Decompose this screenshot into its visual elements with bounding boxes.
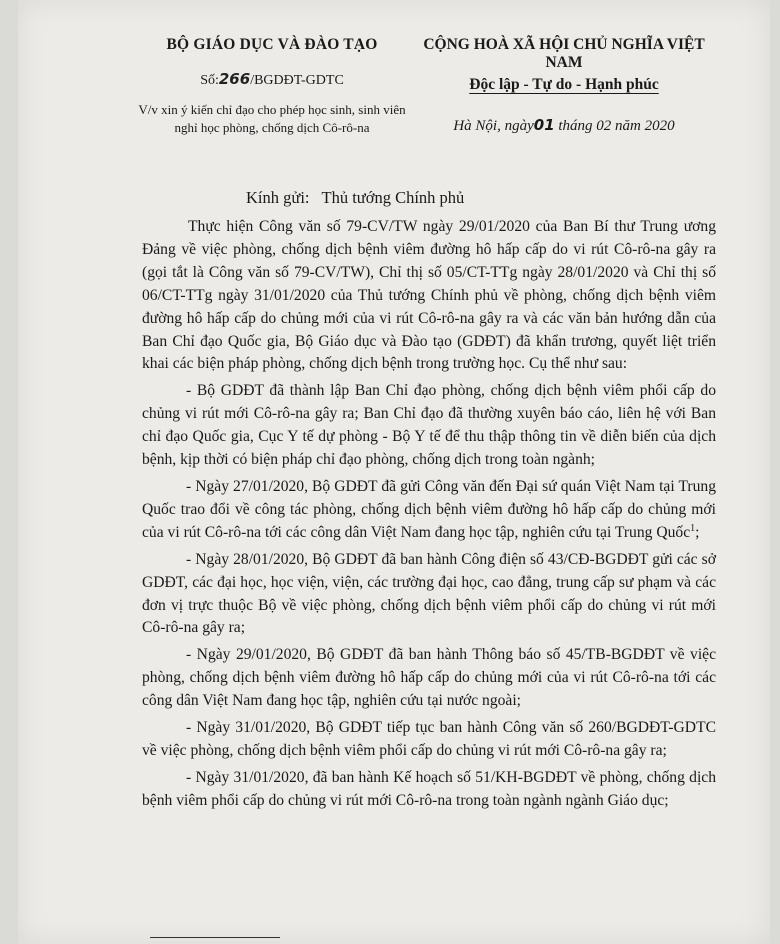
- recipient-label: Kính gửi:: [246, 188, 310, 207]
- intro-paragraph: Thực hiện Công văn số 79-CV/TW ngày 29/01/2020 của Ban Bí thư Trung ương Đảng về việc phòng, chống dịch bệnh viêm đường hô hấp cấp do vi rút Cô-rô-na gây ra (gọi tắt là Công văn số 79-CV/TW), Chỉ thị số 05/CT-TTg ngày 28/01/2020 và Chỉ thị số 06/CT-TTg ngày 31/01/2020 của Thủ tướng Chính phủ về phòng, chống dịch bệnh viêm đường hô hấp cấp do chủng mới của vi rút Cô-rô-na gây ra và các văn bản hướng dẫn của Ban Chỉ đạo Quốc gia, Bộ Giáo dục và Đào tạo (GDĐT) đã khẩn trương, quyết liệt triển khai các biện pháp phòng, chống dịch bệnh trong trường học. Cụ thể như sau:: [142, 218, 716, 373]
- nation-name: CỘNG HOÀ XÃ HỘI CHỦ NGHĨA VIỆT NAM: [423, 36, 705, 71]
- number-prefix: Số:: [200, 73, 219, 88]
- document-subject: V/v xin ý kiến chỉ đạo cho phép học sinh, sinh viên nghỉ học phòng, chống dịch Cô-rô-na: [138, 102, 406, 135]
- document-body: [142, 216, 716, 817]
- ministry-header: [138, 36, 406, 137]
- footnote-marker: 1: [690, 522, 696, 534]
- list-item: - Bộ GDĐT đã thành lập Ban Chỉ đạo phòng, chống dịch bệnh viêm phổi cấp do chủng vi rút mới Cô-rô-na gây ra; Ban Chỉ đạo đã thường xuyên báo cáo, liên hệ với Ban chỉ đạo Quốc gia, Cục Y tế dự phòng - Bộ Y tế để thu thập thông tin về diễn biến của dịch bệnh, kịp thời có biện pháp chỉ đạo phòng, chống dịch trong toàn ngành;: [142, 382, 716, 469]
- recipient-name: Thủ tướng Chính phủ: [321, 188, 465, 207]
- document-number: [138, 70, 406, 89]
- date-suffix: tháng 02 năm 2020: [554, 118, 675, 134]
- list-item: - Ngày 27/01/2020, Bộ GDĐT đã gửi Công văn đến Đại sứ quán Việt Nam tại Trung Quốc trao đổi về công tác phòng, chống dịch bệnh viêm đường hô hấp cấp do chủng mới của vi rút Cô-rô-na tới các công dân Việt Nam đang học tập, nghiên cứu tại Trung Quốc$^1$;: [142, 477, 716, 541]
- date-prefix: Hà Nội, ngày: [453, 118, 534, 134]
- document-page: [18, 0, 770, 944]
- footnote-separator: [150, 937, 280, 938]
- list-item: - Ngày 28/01/2020, Bộ GDĐT đã ban hành Công điện số 43/CĐ-BGDĐT gửi các sở GDĐT, các đại học, học viện, viện, các trường đại học, cao đẳng, trung cấp sư phạm và các đơn vị trực thuộc Bộ về việc phòng, chống dịch bệnh viêm phổi cấp do chủng vi rút mới Cô-rô-na gây ra;: [142, 550, 716, 637]
- document-date: [414, 116, 714, 135]
- ministry-name: BỘ GIÁO DỤC VÀ ĐÀO TẠO: [166, 36, 378, 53]
- number-handwritten: 266: [218, 70, 251, 88]
- national-motto: Độc lập - Tự do - Hạnh phúc: [469, 76, 659, 93]
- list-item: - Ngày 31/01/2020, Bộ GDĐT tiếp tục ban hành Công văn số 260/BGDĐT-GDTC về việc phòng, chống dịch bệnh viêm phổi cấp do chủng vi rút mới Cô-rô-na gây ra;: [142, 719, 716, 759]
- list-item: - Ngày 31/01/2020, đã ban hành Kế hoạch số 51/KH-BGDĐT về phòng, chống dịch bệnh viêm phổi cấp do chủng vi rút mới Cô-rô-na trong toàn ngành ngành Giáo dục;: [142, 768, 716, 809]
- date-handwritten: 01: [533, 116, 555, 134]
- list-item: - Ngày 29/01/2020, Bộ GDĐT đã ban hành Thông báo số 45/TB-BGDĐT về việc phòng, chống dịch bệnh viêm đường hô hấp cấp do chủng mới của vi rút Cô-rô-na tới các công dân Việt Nam đang học tập, nghiên cứu tại nước ngoài;: [142, 646, 716, 710]
- number-suffix: /BGDĐT-GDTC: [250, 73, 344, 88]
- recipient-line: [246, 188, 464, 208]
- national-header: [414, 36, 714, 135]
